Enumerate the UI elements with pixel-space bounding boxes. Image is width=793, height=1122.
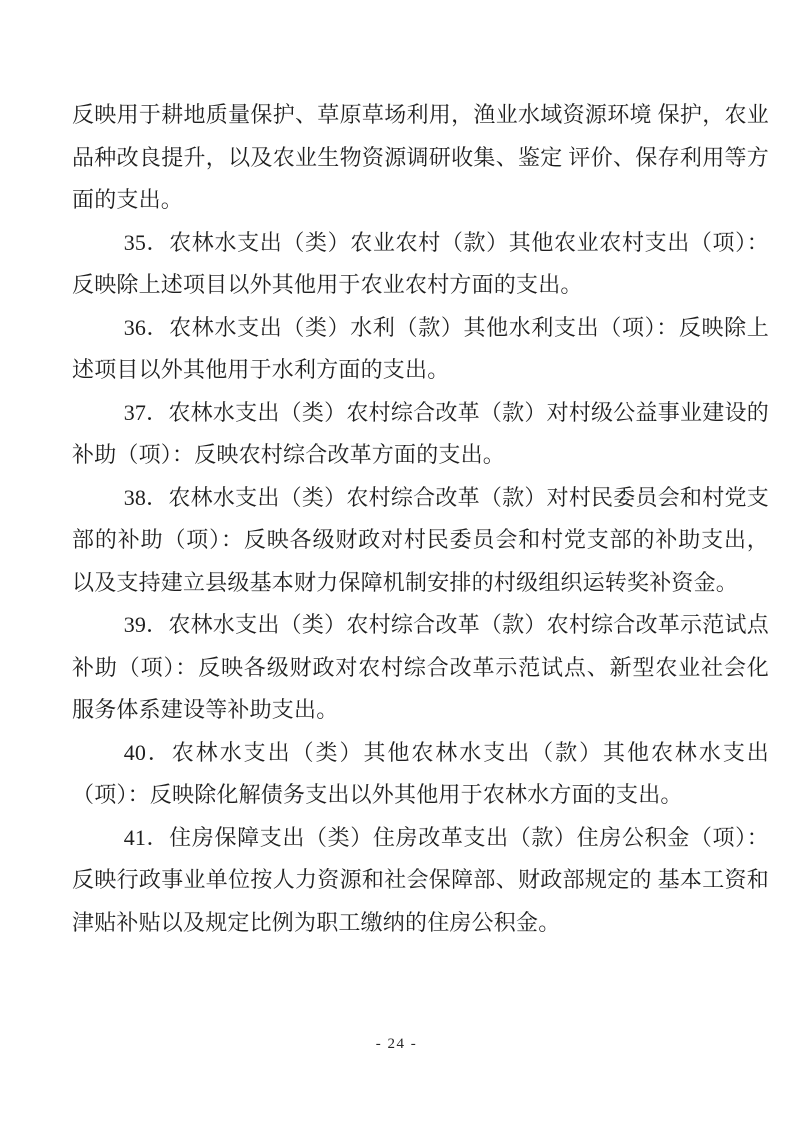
item-35: 35．农林水支出（类）农业农村（款）其他农业农村支出（项）：反映除上述项目以外其他用于农业农村方面的支出。 bbox=[72, 229, 769, 297]
document-body bbox=[72, 94, 769, 944]
item-40: 40．农林水支出（类）其他农林水支出（款）其他农林水支出（项）：反映除化解债务支出以外其他用于农林水方面的支出。 bbox=[72, 739, 769, 807]
page-number: - 24 - bbox=[375, 1036, 418, 1052]
item-36: 36．农林水支出（类）水利（款）其他水利支出（项）：反映除上述项目以外其他用于水利方面的支出。 bbox=[72, 314, 769, 382]
item-41: 41．住房保障支出（类）住房改革支出（款）住房公积金（项）：反映行政事业单位按人力资源和社会保障部、财政部规定的 基本工资和津贴补贴以及规定比例为职工缴纳的住房公积金。 bbox=[72, 824, 769, 935]
item-38: 38．农林水支出（类）农村综合改革（款）对村民委员会和村党支部的补助（项）：反映各级财政对村民委员会和村党支部的补助支出，以及支持建立县级基本财力保障机制安排的村级组织运转奖补资金。 bbox=[72, 484, 769, 595]
paragraph-continuation: 反映用于耕地质量保护、草原草场利用，渔业水域资源环境 保护，农业品种改良提升，以及农业生物资源调研收集、鉴定 评价、保存利用等方面的支出。 bbox=[72, 102, 769, 212]
item-39: 39．农林水支出（类）农村综合改革（款）农村综合改革示范试点补助（项）：反映各级财政对农村综合改革示范试点、新型农业社会化服务体系建设等补助支出。 bbox=[72, 612, 769, 722]
item-37: 37．农林水支出（类）农村综合改革（款）对村级公益事业建设的补助（项）：反映农村综合改革方面的支出。 bbox=[72, 399, 769, 467]
page-footer bbox=[0, 1035, 793, 1053]
